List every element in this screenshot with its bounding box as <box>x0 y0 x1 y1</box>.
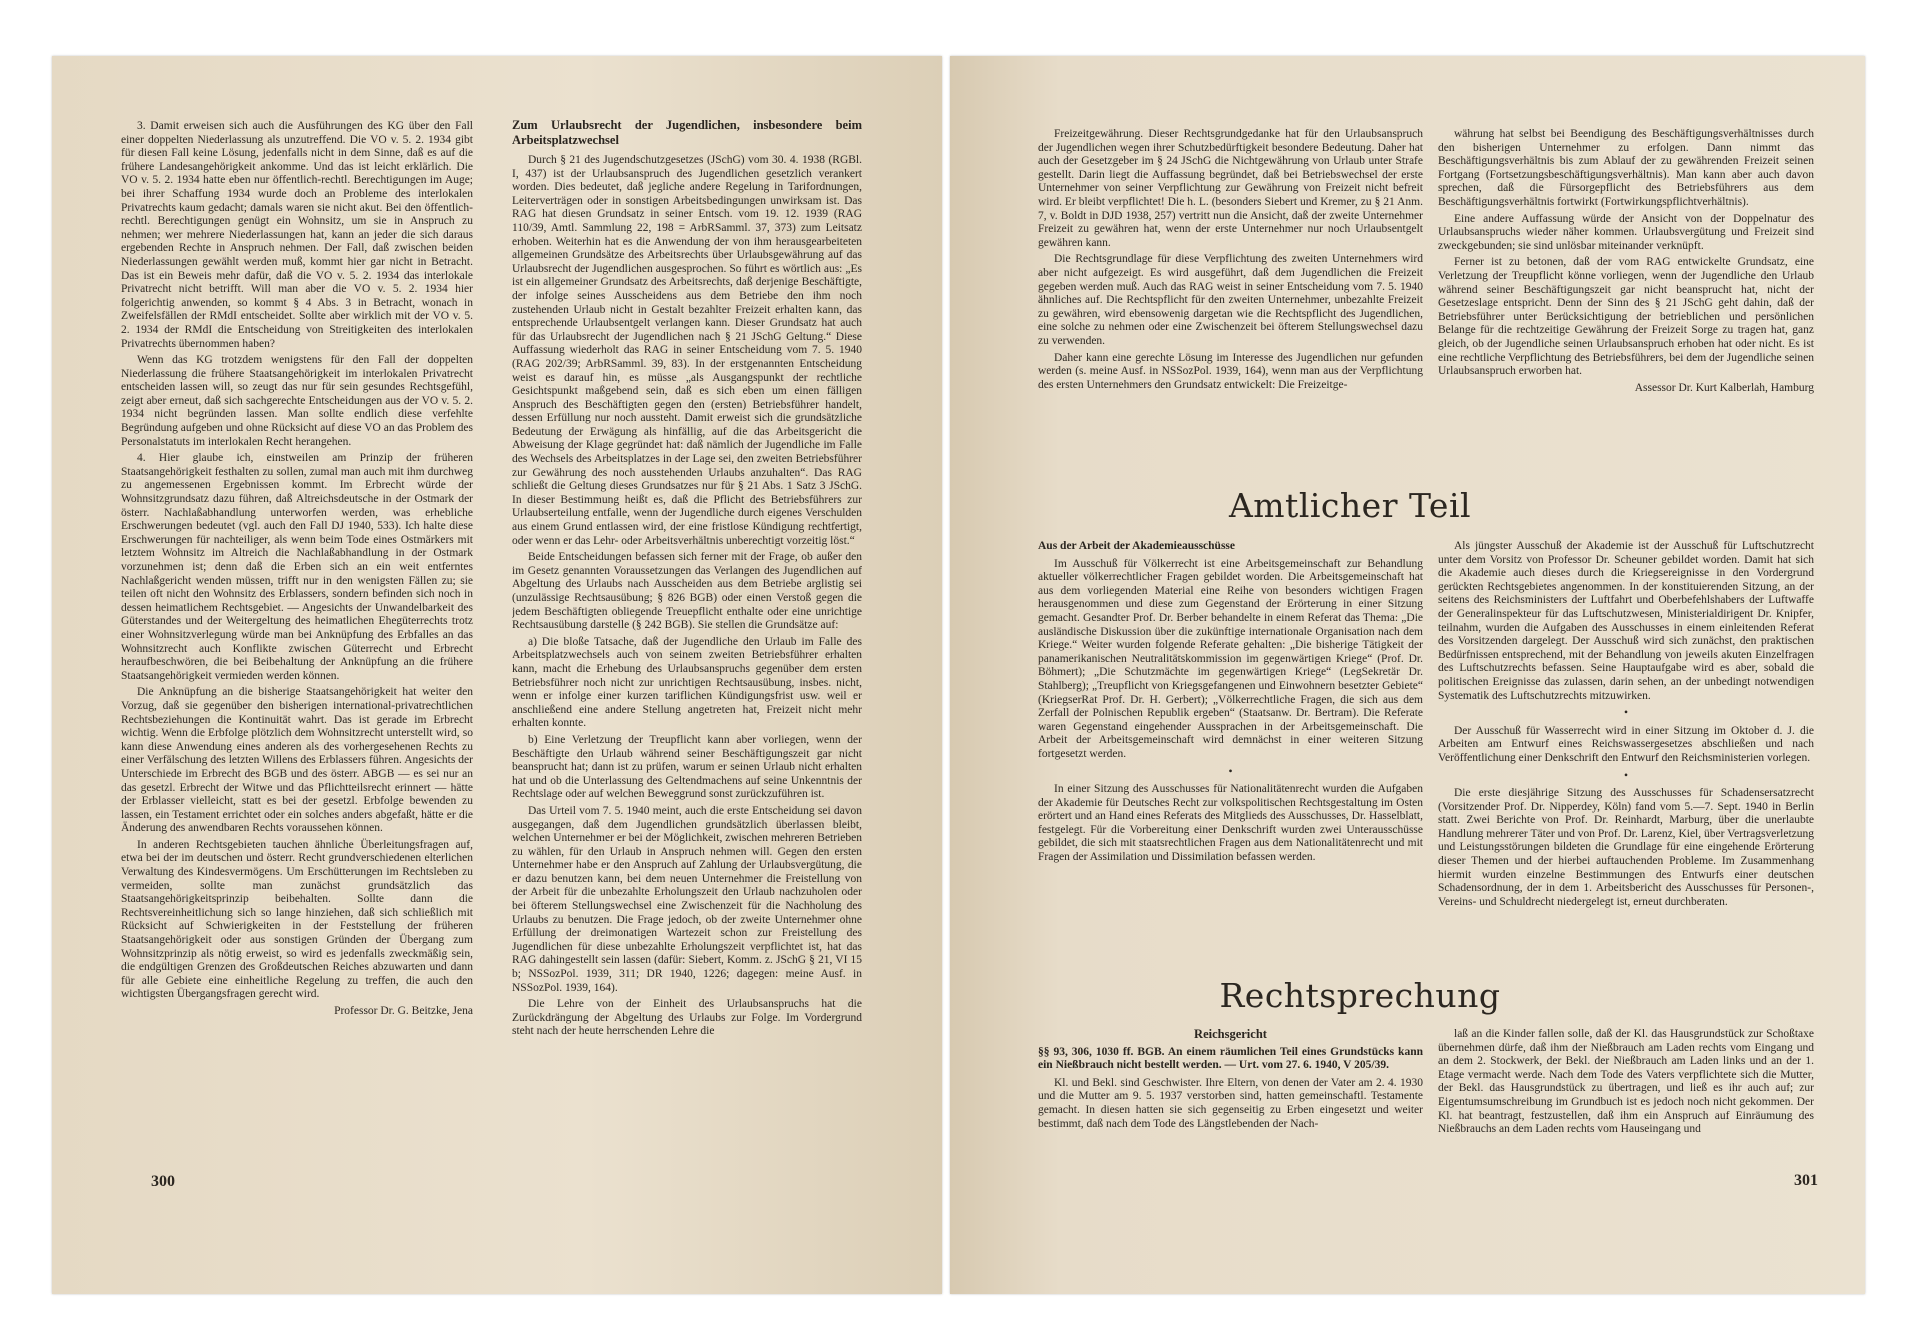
paragraph: Kl. und Bekl. sind Geschwister. Ihre Eltern, von denen der Vater am 2. 4. 1930 und die Mutter am 9. 5. 1937 verstorben sind, hatten gemeinschaftl. Testamente gemacht. In diesen hatten sie sich gegenseitig zu Erben eingesetzt und weiter bestimmt, daß nach dem Tode des Längstlebenden der Nach- <box>1038 1076 1423 1130</box>
author-signature: Professor Dr. G. Beitzke, Jena <box>334 1005 473 1017</box>
paragraph: laß an die Kinder fallen solle, daß der Kl. das Hausgrundstück zur Schoßtaxe übernehmen dürfe, daß ihm der Nießbrauch am Laden rechts vom Eingang und an dem 2. Stockwerk, der Bekl. der Nießbrauch am Laden links und an der 1. Etage vermacht werde. Nach dem Tode des Vaters verpflichtete sich die Mutter, der Bekl. das Hausgrundstück zu übertragen, und ließ es ihr auch auf; zur Eigentumsumschreibung im Grundbuch ist es jedoch noch nicht gekommen. Der Kl. hat beantragt, festzustellen, daß ihm ein Anspruch auf Einräumung des Nießbrauchs an dem Laden rechts vom Hauseingang und <box>1438 1028 1814 1136</box>
left-column-2 <box>512 118 862 1180</box>
paragraph: Eine andere Auffassung würde der Ansicht von der Doppelnatur des Urlaubsanspruchs wieder näher kommen. Urlaubsvergütung und Freizeit sind zweckgebunden; sie sind unlösbar miteinander verknüpft. <box>1438 212 1814 252</box>
paragraph: a) Die bloße Tatsache, daß der Jugendliche den Urlaub im Falle des Arbeitsplatzwechsels auch von seinem zweiten Betriebsführer erhalten kann, macht die Erhebung des Urlaubsanspruchs gegenüber dem ersten Betriebsführer noch nicht zur unrichtigen Rechtsausübung, insbes. nicht, wenn er infolge einer kurzen tariflichen Kündigungsfrist usw. weil er anschließend eine andere Stellung angetreten hat, Freizeit nicht mehr erhalten konnte. <box>512 635 862 730</box>
paragraph: Wenn das KG trotzdem wenigstens für den Fall der doppelten Niederlassung die frühere Staatsangehörigkeit im interlokalen Privatrecht entscheiden lassen will, so zeugt das nur für sein gesundes Rechtsgefühl, zeigt aber erneut, daß sich sachgerechte Entscheidungen aus der VO v. 5. 2. 1934 nicht begründen lassen. Man sollte endlich diese verfehlte Begründung aufgeben und ohne Rücksicht auf diese VO an das Problem des Personalstatuts im interlokalen Recht herangehen. <box>121 354 473 448</box>
right-column-5 <box>1038 1028 1423 1168</box>
right-column-1 <box>1038 128 1423 538</box>
paragraph: Die Rechtsgrundlage für diese Verpflichtung des zweiten Unternehmers wird aber nicht aufgezeigt. Es wird ausgeführt, daß dem Jugendlichen die Freizeit gegeben werden muß. Auch das RAG weist in seiner Entscheidung vom 7. 5. 1940 ähnliches auf. Die Rechtspflicht für den zweiten Unternehmer, unbezahlte Freizeit zu gewähren, wird ebensowenig dargetan wie die Rechtspflicht des Jugendlichen, eine solche zu nehmen oder eine Zwischenzeit bei öfterem Stellungswechsel dazu zu verwenden. <box>1038 253 1423 347</box>
left-column-1 <box>121 120 473 1170</box>
author-signature: Assessor Dr. Kurt Kalberlah, Hamburg <box>1634 381 1814 394</box>
paragraph: 3. Damit erweisen sich auch die Ausführungen des KG über den Fall einer doppelten Niederlassung als unzutreffend. Die VO v. 5. 2. 1934 gibt für diesen Fall keine Lösung, jedenfalls nicht in dem Sinne, daß es auf die frühere Landesangehörigkeit ankomme. Und das ist leicht erklärlich. Die VO v. 5. 2. 1934 hatte eben nur öffentlich-rechtl. Berechtigungen im Auge; bei ihrer Schaffung 1934 wurde doch an Probleme des interlokalen Privatrechts kaum gedacht; damals waren sie nicht akut. Bei den öffentlich-rechtl. Berechtigungen genügt ein Wohnsitz, um sie in Anspruch zu nehmen; wer mehrere Niederlassungen hat, kann an jeder die sich daraus ergebenden Rechte in Anspruch nehmen. Der Fall, daß zwischen beiden Niederlassungen gewählt werden muß, kommt hier gar nicht in Betracht. Das ist ein Beweis mehr dafür, daß die VO v. 5. 2. 1934 das interlokale Privatrecht nicht betrifft. Will man aber die VO v. 5. 2. 1934 hier folgerichtig anwenden, so kommt § 4 Abs. 3 in Betracht, wonach in Zweifelsfällen der RMdI entscheidet. Sollte aber wirklich mit der VO v. 5. 2. 1934 der RMdI die Entscheidung von Streitigkeiten des interlokalen Privatrechts übernommen haben? <box>121 120 473 350</box>
paragraph: währung hat selbst bei Beendigung des Beschäftigungsverhältnisses durch den bisherigen Unternehmer zu erfolgen. Dann nimmt das Beschäftigungsverhältnis bis zum Ablauf der zu gewährenden Freizeit seinen Fortgang (Fortsetzungsbeschäftigungsverhältnis). Man kann aber auch davon sprechen, daß die Fürsorgepflicht des Betriebsführers aus dem Beschäftigungsverhältnis fortwirkt (Fortwirkungspflichtverhältnis). <box>1438 128 1814 208</box>
left-page <box>52 56 942 1294</box>
paragraph: Die erste diesjährige Sitzung des Ausschusses für Schadensersatzrecht (Vorsitzender Prof. Dr. Nipperdey, Köln) fand vom 5.—7. Sept. 1940 in Berlin statt. Zwei Berichte von Prof. Dr. Reinhardt, Marburg, über die unerlaubte Handlung mehrerer Täter und von Prof. Dr. Larenz, Kiel, über Vertragsverletzung und Leistungsstörungen bildeten die Grundlage für eine eingehende Erörterung dieser Themen und der hierbei auftauchenden Probleme. Im Zusammenhang hiermit wurden einzelne Bestimmungen des Entwurfs einer deutschen Schadensordnung, der in dem 1. Arbeitsbericht des Ausschusses für Personen-, Vereins- und Schuldrecht niedergelegt ist, erneut durchberaten. <box>1438 787 1814 908</box>
paragraph: Der Ausschuß für Wasserrecht wird in einer Sitzung im Oktober d. J. die Arbeiten am Entwurf eines Reichswassergesetzes abschließen und nach Veröffentlichung einer Denkschrift den Entwurf den Reichsministerien vorlegen. <box>1438 724 1814 764</box>
right-column-4 <box>1438 540 1814 1010</box>
page-number: 301 <box>1794 1172 1818 1189</box>
separator-star: • <box>1623 769 1629 782</box>
paragraph: In anderen Rechtsgebieten tauchen ähnliche Überleitungsfragen auf, etwa bei der im deutschen und österr. Recht grundverschiedenen elterlichen Verwaltung des Kindesvermögens. Um Erschütterungen im Rechtsleben zu vermeiden, sollte man zunächst grundsätzlich das Staatsangehörigkeitsprinzip beibehalten. Sollte dann die Rechtsvereinheitlichung sich so lange hinziehen, daß sich schließlich mit Rücksicht auf Schwierigkeiten in der Feststellung der früheren Staatsangehörigkeit oder aus sonstigen Gründen der Übergang zum Wohnsitzprinzip als nötig erweist, so wird es jedenfalls zweckmäßig sein, die endgültigen Grenzen des Großdeutschen Reiches abzuwarten und dann für alle Gebiete eine einheitliche Regelung zu treffen, die auch den wichtigsten Übergangsfragen gerecht wird. <box>121 838 473 1001</box>
paragraph: Die Anknüpfung an die bisherige Staatsangehörigkeit hat weiter den Vorzug, daß sie gegenüber den bisherigen international-privatrechtlichen Rechtsbeziehungen die Kontinuität wahrt. Das ist gerade im Erbrecht wichtig. Wenn die Erbfolge plötzlich dem Wohnsitzrecht unterstellt wird, so kann diese Anwendung eines anderen als des vorhergesehenen Rechts zu einer Verfälschung des letzten Willens des Erblassers führen. Angesichts der Unterschiede im Erbrecht des BGB und des österr. ABGB — es sei nur an das gesetzl. Erbrecht der Witwe und das Pflichtteilsrecht erinnert — hätte der Erblasser vielleicht, statt es bei der gesetzl. Erbfolge bewenden zu lassen, ein Testament errichtet oder ein solches anders abgefaßt, hätte er die Änderung des anwendbaren Rechts voraussehen können. <box>121 686 473 835</box>
right-column-2 <box>1438 128 1814 538</box>
paragraph: 4. Hier glaube ich, einstweilen am Prinzip der früheren Staatsangehörigkeit festhalten zu sollen, zumal man auch mit ihm durchweg zu angemessenen Ergebnissen kommt. Im Erbrecht würde der Wohnsitzgrundsatz dazu führen, daß Altreichsdeutsche in der Ostmark der österr. Nachlaßabhandlung unterworfen werden, was erhebliche Erschwerungen bedeutet (vgl. auch den Fall DJ 1940, 533). Ich halte diese Erschwerungen für nachteiliger, als wenn beim Tode eines Ostmärkers mit letztem Wohnsitz im Altreich die Nachlaßabhandlung in der Ostmark vorzunehmen ist; denn daß die Erben sich an ein weit entferntes Nachlaßgericht wenden müssen, trifft nur in den wenigsten Fällen zu; sie teilen oft nicht den Wohnsitz des Erblassers, sondern befinden sich noch in dessen heimatlichem Rechtsgebiet. — Angesichts der Unwandelbarkeit des Güterstandes und der Weitergeltung des heimatlichen Ehegüterrechts trotz einer Wohnsitzverlegung würde man bei Anknüpfung des Erbfalles an das Wohnsitzrecht auch Konflikte zwischen Güterrecht und Erbrecht heraufbeschwören, die bei Beibehaltung der Anknüpfung an die frühere Staatsangehörigkeit vermieden werden können. <box>121 452 473 682</box>
subsection-heading: Aus der Arbeit der Akademieausschüsse <box>1038 540 1236 552</box>
article-heading: Zum Urlaubsrecht der Jugendlichen, insbesondere beim Arbeitsplatzwechsel <box>512 118 862 147</box>
separator-star: • <box>1228 765 1233 778</box>
paragraph: Die Lehre von der Einheit des Urlaubsanspruchs hat die Zurückdrängung der Abgeltung des Urlaubs zur Folge. Im Vordergrund steht nach der heute herrschenden Lehre die <box>512 998 862 1038</box>
paragraph: Durch § 21 des Jugendschutzgesetzes (JSchG) vom 30. 4. 1938 (RGBl. I, 437) ist der Urlaubsanspruch des Jugendlichen gesetzlich verankert worden. Dies bedeutet, daß jegliche andere Regelung in Tarifordnungen, Leiterverträgen oder in sonstigen Arbeitsbedingungen unwirksam ist. Das RAG hat diesen Grundsatz in seiner Entsch. vom 19. 12. 1939 (RAG 110/39, Amtl. Sammlung 22, 198 = ArbRSamml. 37, 373) zum Leitsatz erhoben. Weiterhin hat es die Anwendung der von ihm herausgearbeiteten allgemeinen Grundsätze des Arbeitsrechts über Urlaubsgewährung auf das Urlaubsrecht der Jugendlichen ausgesprochen. So führt es wörtlich aus: „Es ist ein allgemeiner Grundsatz des Arbeitsrechts, daß derjenige Beschäftigte, der infolge seines Ausscheidens aus dem Betriebe den ihm noch zustehenden Urlaub nicht in Gestalt bezahlter Freizeit erhalten kann, das entsprechende Urlaubsentgelt verlangen kann. Dieser Grundsatz hat auch für das Urlaubsrecht der Jugendlichen nach § 21 JSchG Geltung.“ Diese Auffassung wiederholt das RAG in seiner Entscheidung vom 7. 5. 1940 (RAG 202/39; ArbRSamml. 39, 83). In der erstgenannten Entscheidung weist es darauf hin, es müsse „als Ausgangspunkt der rechtliche Gesichtspunkt maßgebend sein, daß es sich eben um einen fälligen Anspruch des Beschäftigten gegen den (ersten) Betriebsführer handelt, dessen Erfüllung nur noch aussteht. Damit erweist sich die grundsätzliche Bedeutung der Erwägung als hinfällig, auf die das Arbeitsgericht die Abweisung der Klage gegründet hat: daß nämlich der Jugendliche im Falle des Wechsels des Arbeitsplatzes in der Lage sei, den zweiten Betriebsführer zur Gewährung des noch ausstehenden Urlaubs anzuhalten“. Das RAG schließt die Geltung dieses Grundsatzes nur für § 21 Abs. 1 Satz 3 JSchG. In dieser Bestimmung heißt es, daß die Pflicht des Betriebsführers zur Urlaubserteilung entfalle, wenn der Jugendliche durch eigenes Verschulden aus einem Grund entlassen wird, der eine fristlose Kündigung rechtfertigt, oder wenn er das Lehr- oder Arbeitsverhältnis unberechtigt vorzeitig löst.“ <box>512 154 862 547</box>
right-page <box>950 56 1865 1294</box>
right-column-3 <box>1038 540 1423 1010</box>
paragraph: Das Urteil vom 7. 5. 1940 meint, auch die erste Entscheidung sei davon ausgegangen, daß dem Jugendlichen grundsätzlich überlassen bleibt, welchen Unternehmer er bei der Möglichkeit, zwischen mehreren Betrieben zu wählen, für den Urlaub in Anspruch nehmen will. Gegen den ersten Unternehmer habe er den Anspruch auf Zahlung der Urlaubsvergütung, die er dazu benutzen kann, bei dem neuen Unternehmer die Freistellung von der Arbeit für die unbezahlte Erholungszeit den Urlaub nachzuholen oder bei öfterem Stellungswechsel eine Zwischenzeit für die Nachholung des Urlaubs zu benutzen. Die Frage jedoch, ob der zweite Unternehmer ohne Erfüllung der dreimonatigen Wartezeit schon zur Freistellung des Jugendlichen für diese unbezahlte Erholungszeit verpflichtet ist, hat das RAG dahingestellt sein lassen (dafür: Siebert, Komm. z. JSchG § 21, VI 15 b; NSSozPol. 1939, 311; DR 1940, 1226; dagegen: meine Ausf. in NSSozPol. 1939, 164). <box>512 804 862 994</box>
paragraph: Daher kann eine gerechte Lösung im Interesse des Jugendlichen nur gefunden werden (s. meine Ausf. in NSSozPol. 1939, 164), wenn man aus der Verpflichtung des ersten Unternehmers den Grundsatz entwickelt: Die Freizeitge- <box>1038 351 1423 391</box>
court-heading: Reichsgericht <box>1194 1028 1267 1041</box>
case-lead: §§ 93, 306, 1030 ff. BGB. An einem räumlichen Teil eines Grundstücks kann ein Nießbrauch nicht bestellt werden. — Urt. vom 27. 6. 1940, V 205/39. <box>1038 1045 1423 1072</box>
section-title-amtlicher-teil: Amtlicher Teil <box>1228 486 1472 525</box>
paragraph: Beide Entscheidungen befassen sich ferner mit der Frage, ob außer den im Gesetz genannten Voraussetzungen das Verlangen des Jugendlichen auf Abgeltung des Urlaubs nach Ausscheiden aus dem Betriebe arglistig sei (unzulässige Rechtsausübung; § 826 BGB) oder einen Verstoß gegen die jedem Beschäftigten obliegende Treuepflicht enthalte oder eine unrichtige Rechtsausübung darstelle (§ 242 BGB). Sie stellen die Grundsätze auf: <box>512 551 862 632</box>
separator-star: • <box>1623 707 1629 720</box>
paragraph: Ferner ist zu betonen, daß der vom RAG entwickelte Grundsatz, eine Verletzung der Treupflicht könne vorliegen, wenn der Jugendliche den Urlaub während seiner Beschäftigungszeit gar nicht beansprucht hat, nicht der Gesetzeslage entspricht. Denn der Sinn des § 21 JSchG geht dahin, daß der Betriebsführer unter Berücksichtigung der betrieblichen und persönlichen Belange für die rechtzeitige Gewährung der Freizeit Sorge zu tragen hat, ganz gleich, ob der Jugendliche seinen Urlaubsanspruch erhoben hat oder nicht. Es ist eine rechtliche Verpflichtung des Betriebsführers, bei dem der Jugendliche seinen Urlaubsanspruch erworben hat. <box>1438 256 1814 378</box>
right-column-6 <box>1438 1028 1814 1178</box>
paragraph: In einer Sitzung des Ausschusses für Nationalitätenrecht wurden die Aufgaben der Akademie für Deutsches Recht zur volkspolitischen Rechtsgestaltung im Osten erörtert und an Hand eines Referats des Mitglieds des Ausschusses, Dr. Hasselblatt, festgelegt. Für die Vorbereitung einer Denkschrift wurden zwei Unterausschüsse gebildet, die sich mit staatsrechtlichen Fragen aus dem Nationalitätenrecht und mit Fragen der Assimilation und Dissimilation befassen werden. <box>1038 783 1423 864</box>
page-number: 300 <box>151 1173 175 1190</box>
paragraph: Freizeitgewährung. Dieser Rechtsgrundgedanke hat für den Urlaubsanspruch der Jugendlichen wegen ihrer Schutzbedürftigkeit besondere Bedeutung. Daher hat auch der Gesetzgeber im § 24 JSchG die Nichtgewährung von Urlaub unter Strafe gestellt. Darin liegt die Auffassung begründet, daß bei Betriebswechsel der erste Unternehmer von seiner Verpflichtung zur Gewährung von Freizeit nicht befreit wird. Er bleibt verpflichtet! Die h. L. (besonders Siebert und Kremer, zu § 21 Anm. 7, v. Boldt in DJD 1938, 257) vertritt nun die Ansicht, daß der zweite Unternehmer Freizeit zu gewähren hat, wenn der erste Unternehmer nur noch Urlaubsentgelt gewähren kann. <box>1038 128 1423 249</box>
paragraph: b) Eine Verletzung der Treupflicht kann aber vorliegen, wenn der Beschäftigte den Urlaub während seiner Beschäftigungszeit gar nicht beansprucht hat; dann ist zu prüfen, warum er seinen Urlaub nicht erhalten hat und ob die Unterlassung des Geltendmachens auf seine Unkenntnis der Rechtslage oder auf welchen Beweggrund sonst zurückzuführen ist. <box>512 733 862 801</box>
paragraph: Als jüngster Ausschuß der Akademie ist der Ausschuß für Luftschutzrecht unter dem Vorsitz von Professor Dr. Scheuner gebildet worden. Damit hat sich die Akademie auch dieses durch die Kriegsereignisse in den Vordergrund gerückten Rechtsgebietes angenommen. In der konstituierenden Sitzung, an der seitens des Reichsministers der Luftfahrt und Oberbefehlshabers der Luftwaffe der Generalinspekteur für das Luftschutzwesen, Ministerialdirigent Dr. Knipfer, teilnahm, wurden die Aufgaben des Ausschusses in einem einleitenden Referat des Vorsitzenden dargelegt. Der Ausschuß wird sich zunächst, den praktischen Bedürfnissen entsprechend, mit der Behandlung von jeweils akuten Einzelfragen des Luftschutzrechts befassen. Seine Hauptaufgabe wird es aber, sobald die politischen Ereignisse das zulassen, darin sehen, an der unbedingt notwendigen Systematik des Luftschutzrechts mitzuwirken. <box>1438 540 1814 702</box>
section-title-rechtsprechung: Rechtsprechung <box>1219 976 1501 1015</box>
paragraph: Im Ausschuß für Völkerrecht ist eine Arbeitsgemeinschaft zur Behandlung aktueller völkerrechtlicher Fragen gebildet worden. Die Arbeitsgemeinschaft hat aus dem vorliegenden Material eine Reihe von besonders wichtigen Fragen herausgenommen und diese zum Gegenstand der Erörterung in einer Sitzung gemacht. Gesandter Prof. Dr. Berber behandelte in einem Referat das Thema: „Die ausländische Diskussion über die zukünftige internationale Organisation nach dem Kriege.“ Weiter wurden folgende Referate gehalten: „Die bisherige Tätigkeit der panamerikanischen Neutralitätskommission im gegenwärtigen Kriege“ (Prof. Dr. Böhmert); „Die Schutzmächte im gegenwärtigen Kriege“ (LegSekretär Dr. Stahlberg); „Treupflicht von Kriegsgefangenen und Einwohnern besetzter Gebiete“ (KriegserRat Prof. Dr. H. Gerbert); „Völkerrechtliche Fragen, die sich aus dem Zerfall der Polnischen Republik ergeben“ (Staatsanw. Dr. Bertram). Die Referate waren Gegenstand eingehender Aussprachen in der Arbeitsgemeinschaft. Die Arbeit der Arbeitsgemeinschaft wird demnächst in einer weiteren Sitzung fortgesetzt werden. <box>1038 557 1423 760</box>
